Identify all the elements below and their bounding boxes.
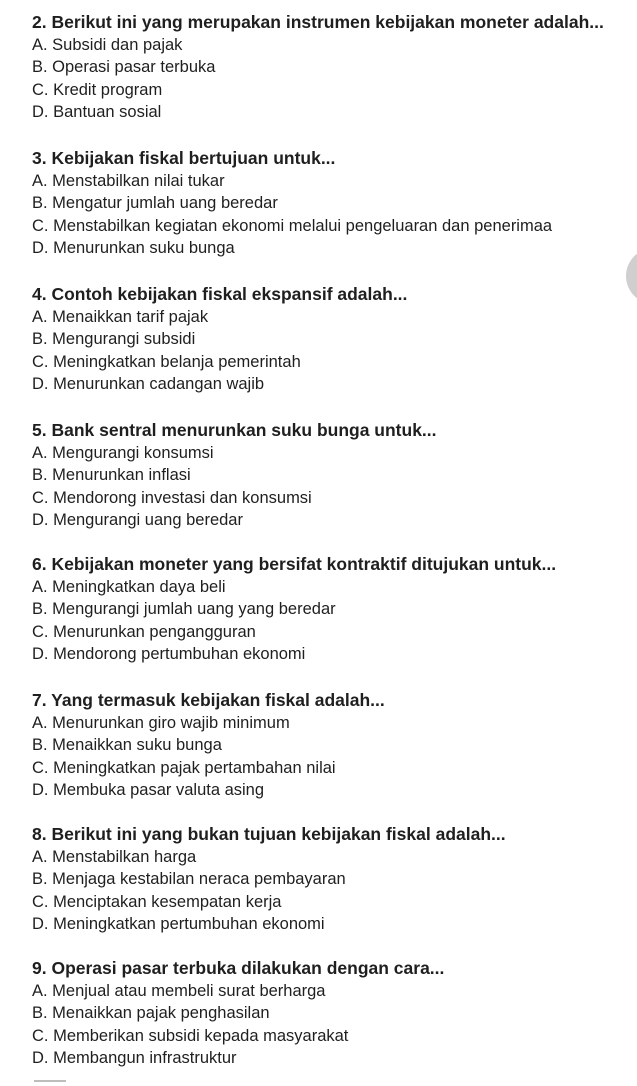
option-d: D. Membangun infrastruktur: [32, 1049, 237, 1067]
option-d: D. Bantuan sosial: [32, 103, 162, 121]
option-b: B. Menaikkan suku bunga: [32, 736, 222, 754]
option-c: C. Meningkatkan belanja pemerintah: [32, 352, 301, 371]
option-c: C. Mendorong investasi dan konsumsi: [32, 488, 312, 507]
question-4: [32, 283, 637, 396]
option-b: B. Mengatur jumlah uang beredar: [32, 194, 278, 212]
option-d: D. Mendorong pertumbuhan ekonomi: [32, 645, 306, 663]
question-title: 9. Operasi pasar terbuka dilakukan dengan cara...: [32, 958, 445, 978]
option-a: A. Subsidi dan pajak: [32, 35, 183, 54]
divider: [34, 1080, 66, 1082]
option-a: A. Menaikkan tarif pajak: [32, 307, 209, 326]
option-a: A. Menurunkan giro wajib minimum: [32, 713, 290, 732]
option-d: D. Membuka pasar valuta asing: [32, 781, 265, 799]
option-c: C. Menurunkan pengangguran: [32, 622, 256, 641]
option-b: B. Operasi pasar terbuka: [32, 58, 216, 76]
option-a: A. Meningkatkan daya beli: [32, 577, 226, 596]
question-title: 3. Kebijakan fiskal bertujuan untuk...: [32, 148, 336, 168]
option-d: D. Menurunkan cadangan wajib: [32, 375, 265, 393]
option-c: C. Menstabilkan kegiatan ekonomi melalui pengeluaran dan penerimaa: [32, 216, 553, 235]
question-5: [32, 419, 637, 532]
question-title: 6. Kebijakan moneter yang bersifat kontraktif ditujukan untuk...: [32, 554, 557, 574]
question-title: 2. Berikut ini yang merupakan instrumen kebijakan moneter adalah...: [32, 12, 604, 32]
option-d: D. Meningkatkan pertumbuhan ekonomi: [32, 915, 325, 933]
option-b: B. Mengurangi subsidi: [32, 330, 196, 348]
question-title: 8. Berikut ini yang bukan tujuan kebijakan fiskal adalah...: [32, 824, 506, 844]
option-d: D. Menurunkan suku bunga: [32, 239, 235, 257]
question-8: [32, 823, 637, 936]
question-title: 4. Contoh kebijakan fiskal ekspansif adalah...: [32, 284, 408, 304]
option-b: B. Menaikkan pajak penghasilan: [32, 1004, 270, 1022]
option-b: B. Mengurangi jumlah uang yang beredar: [32, 600, 336, 618]
option-a: A. Mengurangi konsumsi: [32, 443, 214, 462]
option-d: D. Mengurangi uang beredar: [32, 511, 243, 529]
question-2: [32, 11, 637, 124]
option-c: C. Menciptakan kesempatan kerja: [32, 892, 282, 911]
option-a: A. Menstabilkan harga: [32, 847, 197, 866]
option-a: A. Menstabilkan nilai tukar: [32, 171, 225, 190]
question-3: [32, 147, 637, 260]
option-a: A. Menjual atau membeli surat berharga: [32, 981, 326, 1000]
option-c: C. Memberikan subsidi kepada masyarakat: [32, 1026, 349, 1045]
option-b: B. Menurunkan inflasi: [32, 466, 191, 484]
question-6: [32, 553, 637, 666]
question-9: [32, 957, 637, 1070]
question-7: [32, 689, 637, 802]
option-c: C. Meningkatkan pajak pertambahan nilai: [32, 758, 336, 777]
question-title: 5. Bank sentral menurunkan suku bunga untuk...: [32, 420, 437, 440]
option-b: B. Menjaga kestabilan neraca pembayaran: [32, 870, 346, 888]
option-c: C. Kredit program: [32, 80, 163, 99]
question-title: 7. Yang termasuk kebijakan fiskal adalah...: [32, 690, 385, 710]
